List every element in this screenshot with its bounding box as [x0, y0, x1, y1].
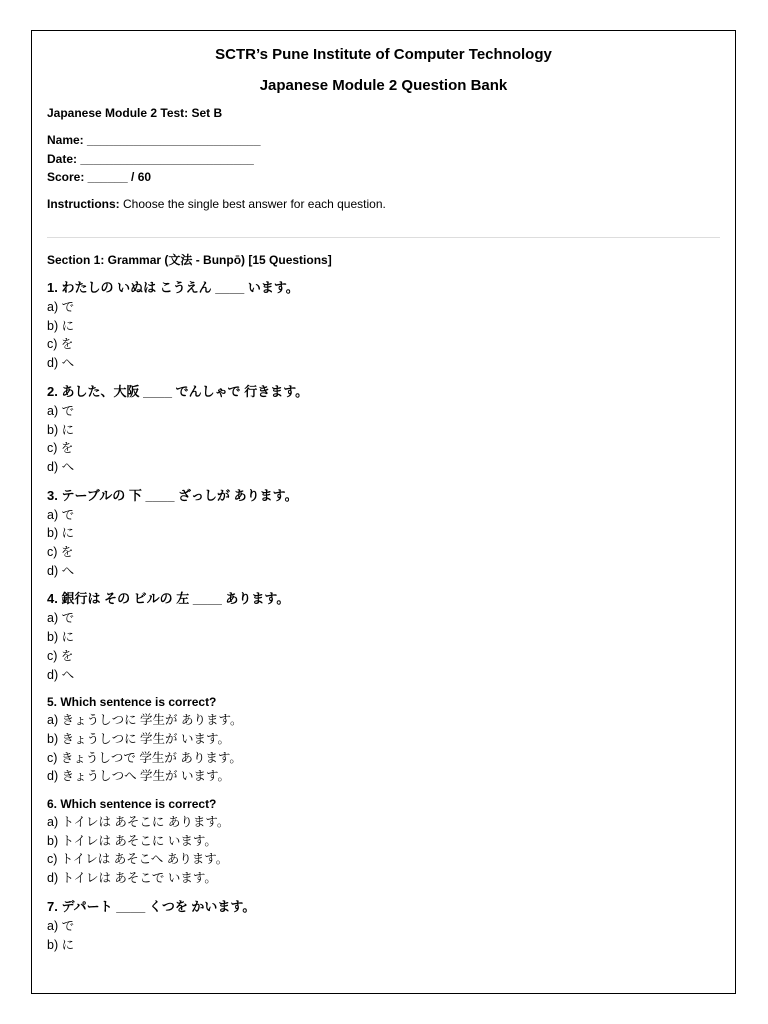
answer-option: d) へ [47, 667, 75, 682]
question-3 [47, 486, 720, 581]
answer-option: d) へ [47, 459, 75, 474]
answer-option: a) で [47, 403, 75, 418]
question-text: 3. テーブルの 下 ____ ざっしが あります。 [47, 487, 298, 503]
section-title: Section 1: Grammar (文法 - Bunpō) [15 Questions] [47, 253, 332, 267]
name-field: Name: __________________________ [47, 133, 261, 147]
institute-title: SCTR’s Pune Institute of Computer Technology [215, 46, 552, 63]
answer-option: c) を [47, 337, 74, 352]
answer-option: b) に [47, 422, 75, 437]
question-2 [47, 382, 720, 477]
question-4 [47, 589, 720, 684]
question-5 [47, 693, 720, 786]
answer-option: b) に [47, 318, 75, 333]
answer-option: d) へ [47, 563, 75, 578]
answer-option: a) で [47, 507, 75, 522]
question-text: 2. あした、大阪 ____ でんしゃで 行きます。 [47, 383, 309, 399]
question-7 [47, 897, 720, 954]
question-bank-title: Japanese Module 2 Question Bank [259, 77, 508, 94]
question-text: 4. 銀行は その ビルの 左 ____ あります。 [47, 591, 290, 607]
answer-option: d) トイレは あそこで います。 [47, 871, 217, 886]
answer-option: d) きょうしつへ 学生が います。 [47, 769, 231, 784]
answer-option: b) に [47, 937, 75, 952]
question-6 [47, 795, 720, 888]
score-field: Score: ______ / 60 [47, 170, 152, 184]
answer-option: c) を [47, 441, 74, 456]
test-set-label: Japanese Module 2 Test: Set B [47, 106, 223, 120]
answer-option: b) トイレは あそこに います。 [47, 833, 217, 848]
answer-option: d) へ [47, 356, 75, 371]
date-field: Date: __________________________ [47, 152, 254, 166]
answer-option: a) で [47, 611, 75, 626]
question-1 [47, 278, 720, 373]
section-divider [47, 237, 720, 238]
question-text: 5. Which sentence is correct? [47, 695, 217, 710]
question-list [47, 278, 720, 963]
answer-option: a) で [47, 918, 75, 933]
instructions-text: Choose the single best answer for each question. [119, 197, 386, 211]
answer-option: b) きょうしつに 学生が います。 [47, 731, 231, 746]
answer-option: c) を [47, 545, 74, 560]
answer-option: b) に [47, 630, 75, 645]
answer-option: a) で [47, 300, 75, 314]
answer-option: a) きょうしつに 学生が あります。 [47, 713, 243, 728]
answer-option: b) に [47, 526, 75, 541]
answer-option: c) きょうしつで 学生が あります。 [47, 750, 242, 765]
question-text: 6. Which sentence is correct? [47, 797, 217, 812]
answer-option: c) を [47, 648, 74, 663]
instructions-label: Instructions: [47, 197, 120, 211]
document-page [31, 30, 736, 994]
question-text: 1. わたしの いぬは こうえん ____ います。 [47, 280, 299, 295]
question-text: 7. デパート ____ くつを かいます。 [47, 898, 256, 914]
answer-option: c) トイレは あそこへ あります。 [47, 852, 229, 867]
answer-option: a) トイレは あそこに あります。 [47, 815, 230, 830]
instructions [47, 197, 386, 211]
